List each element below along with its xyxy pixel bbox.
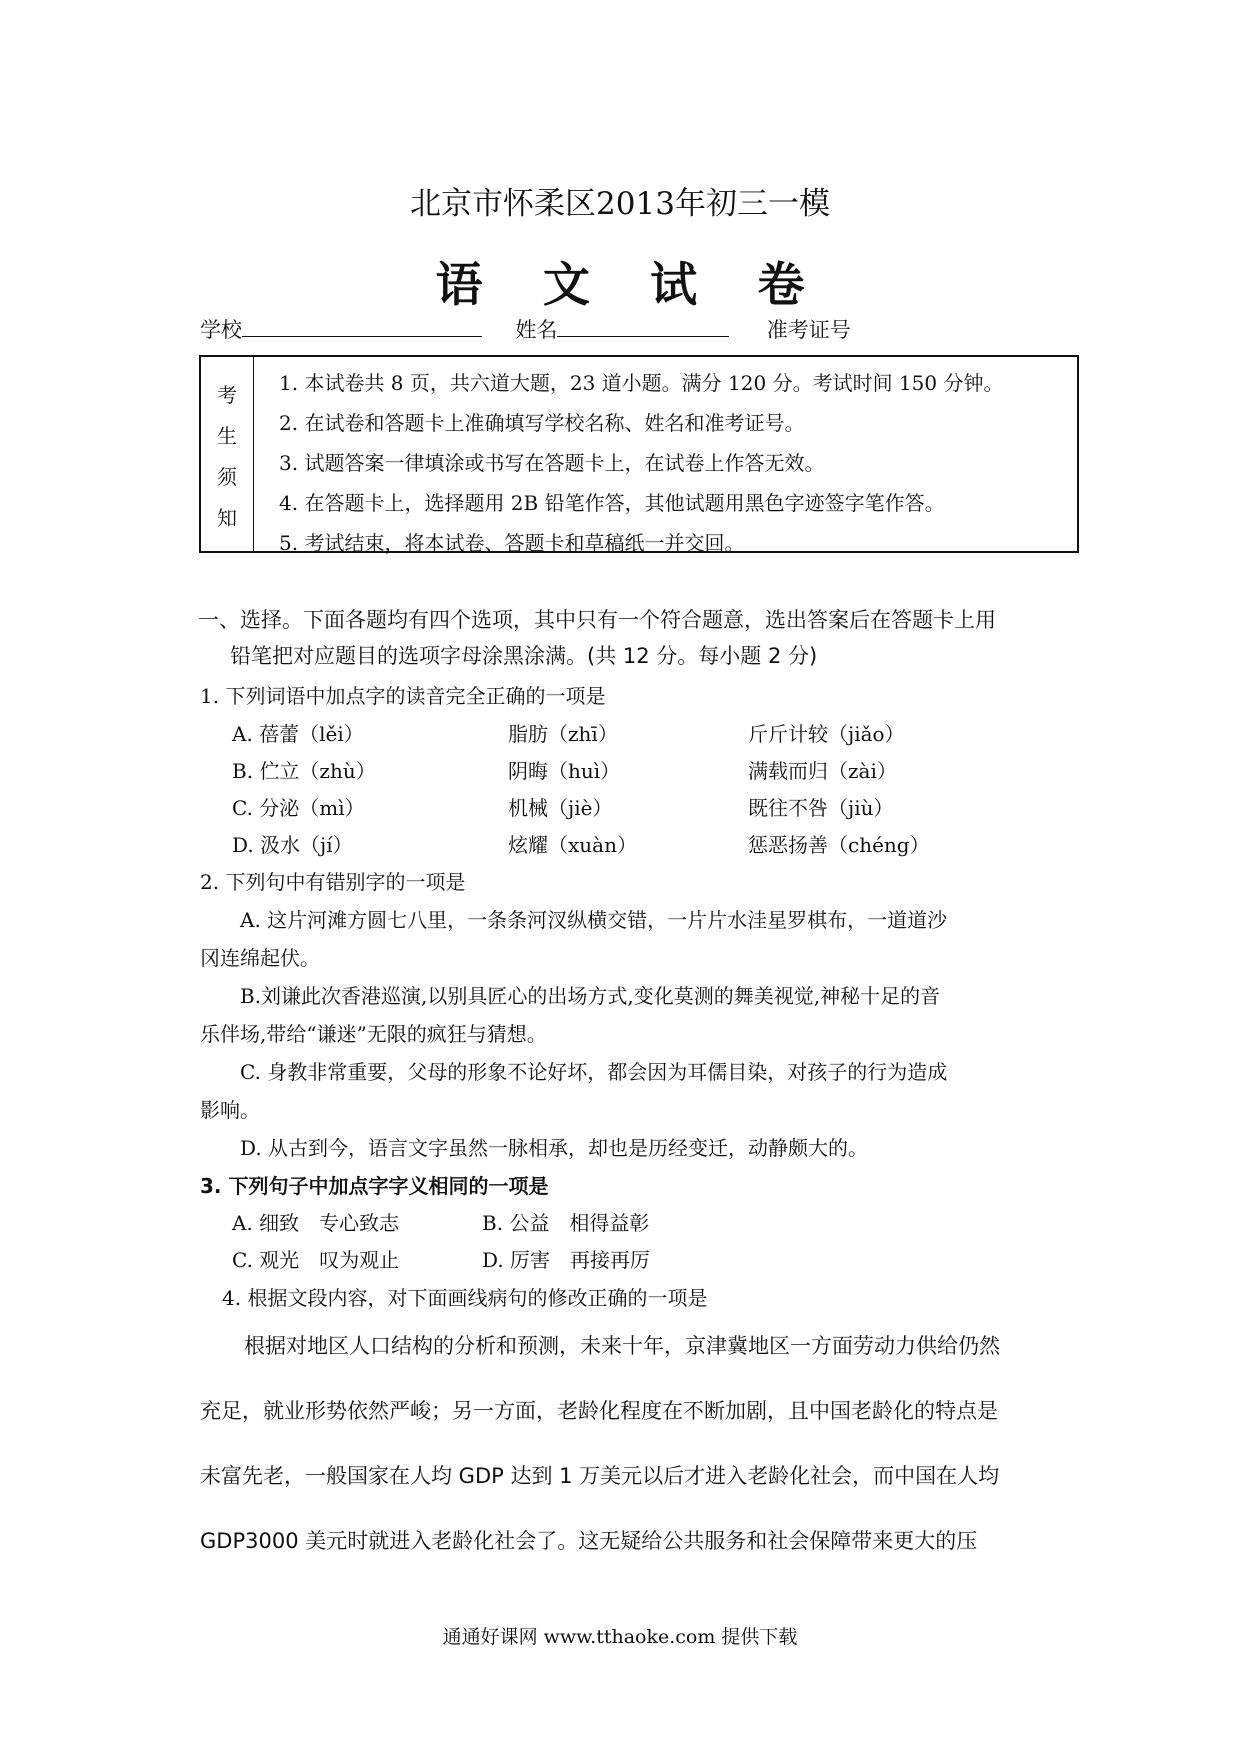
q3-option-d: D. 厉害 再接再厉	[482, 1248, 651, 1272]
q2-stem: 2. 下列句中有错别字的一项是	[200, 870, 466, 894]
info-fields	[200, 314, 851, 344]
q1-option: 阴晦（huì）	[508, 759, 621, 783]
q1-option: C. 分泌（mì）	[232, 796, 365, 820]
q3-stem: 3. 下列句子中加点字字义相同的一项是	[200, 1174, 549, 1198]
section1-heading-line1: 一、选择。下面各题均有四个选项，其中只有一个符合题意，选出答案后在答题卡上用	[198, 608, 996, 632]
q2-option-a: A. 这片河滩方圆七八里，一条条河汊纵横交错，一片片水洼星罗棋布，一道道沙	[240, 908, 948, 932]
q2-option-c: C. 身教非常重要，父母的形象不论好坏，都会因为耳儒目染，对孩子的行为造成	[240, 1060, 948, 1084]
notice-item: 2. 在试卷和答题卡上准确填写学校名称、姓名和准考证号。	[279, 411, 805, 435]
notice-item: 1. 本试卷共 8 页，共六道大题，23 道小题。满分 120 分。考试时间 150 分钟。	[279, 371, 1004, 395]
notice-label-char: 须	[217, 465, 237, 489]
school-label: 学校	[200, 318, 242, 342]
q4-passage-line: 根据对地区人口结构的分析和预测，未来十年，京津冀地区一方面劳动力供给仍然	[244, 1334, 1000, 1358]
q1-option: 脂肪（zhī）	[508, 722, 618, 746]
q4-passage-line: 未富先老，一般国家在人均 GDP 达到 1 万美元以后才进入老龄化社会，而中国在人均	[200, 1464, 1000, 1488]
page-footer: 通通好课网 www.tthaoke.com 提供下载	[442, 1626, 798, 1648]
q2-option-c-cont: 影响。	[200, 1098, 260, 1122]
notice-divider	[253, 357, 254, 551]
q3-option-a: A. 细致 专心致志	[232, 1211, 400, 1235]
q2-option-a-cont: 冈连绵起伏。	[200, 946, 320, 970]
exam-id-label: 准考证号	[766, 318, 851, 342]
q1-option: B. 伫立（zhù）	[232, 759, 376, 783]
q4-passage-line: GDP3000 美元时就进入老龄化社会了。这无疑给公共服务和社会保障带来更大的压	[200, 1529, 978, 1553]
notice-item: 4. 在答题卡上，选择题用 2B 铅笔作答，其他试题用黑色字迹签字笔作答。	[279, 491, 945, 515]
notice-label-char: 知	[217, 506, 237, 530]
q1-option: 惩恶扬善（chéng）	[748, 833, 930, 857]
q2-option-b: B.刘谦此次香港巡演,以别具匠心的出场方式,变化莫测的舞美视觉,神秘十足的音	[240, 984, 941, 1008]
section1-heading-line2: 铅笔把对应题目的选项字母涂黑涂满。(共 12 分。每小题 2 分)	[230, 644, 818, 668]
notice-label-char: 考	[217, 383, 237, 407]
exam-title: 北京市怀柔区2013年初三一模	[410, 186, 830, 222]
q1-option: 既往不咎（jiù）	[748, 796, 894, 820]
q1-option: 满载而归（zài）	[748, 759, 897, 783]
q4-stem: 4. 根据文段内容，对下面画线病句的修改正确的一项是	[222, 1286, 708, 1310]
q2-option-d: D. 从古到今，语言文字虽然一脉相承，却也是历经变迁，动静颇大的。	[240, 1136, 869, 1160]
q1-option: A. 蓓蕾（lěi）	[232, 722, 364, 746]
name-blank[interactable]	[557, 316, 729, 337]
name-label: 姓名	[515, 318, 558, 342]
school-blank[interactable]	[242, 316, 482, 337]
notice-label-char: 生	[217, 424, 237, 448]
q3-option-c: C. 观光 叹为观止	[232, 1248, 400, 1272]
q2-option-b-cont: 乐伴场,带给“谦迷”无限的疯狂与猜想。	[200, 1022, 547, 1046]
q1-stem: 1. 下列词语中加点字的读音完全正确的一项是	[200, 684, 606, 708]
notice-item: 5. 考试结束，将本试卷、答题卡和草稿纸一并交回。	[279, 531, 745, 555]
exam-subtitle: 语 文 试 卷	[435, 258, 827, 313]
q1-option: 炫耀（xuàn）	[508, 833, 637, 857]
q1-option: D. 汲水（jí）	[232, 833, 353, 857]
q1-option: 机械（jiè）	[508, 796, 613, 820]
notice-box	[199, 355, 1079, 553]
notice-item: 3. 试题答案一律填涂或书写在答题卡上，在试卷上作答无效。	[279, 451, 825, 475]
q3-option-b: B. 公益 相得益彰	[482, 1211, 650, 1235]
q1-option: 斤斤计较（jiǎo）	[748, 722, 905, 746]
q4-passage-line: 充足，就业形势依然严峻；另一方面，老龄化程度在不断加剧，且中国老龄化的特点是	[200, 1399, 998, 1423]
